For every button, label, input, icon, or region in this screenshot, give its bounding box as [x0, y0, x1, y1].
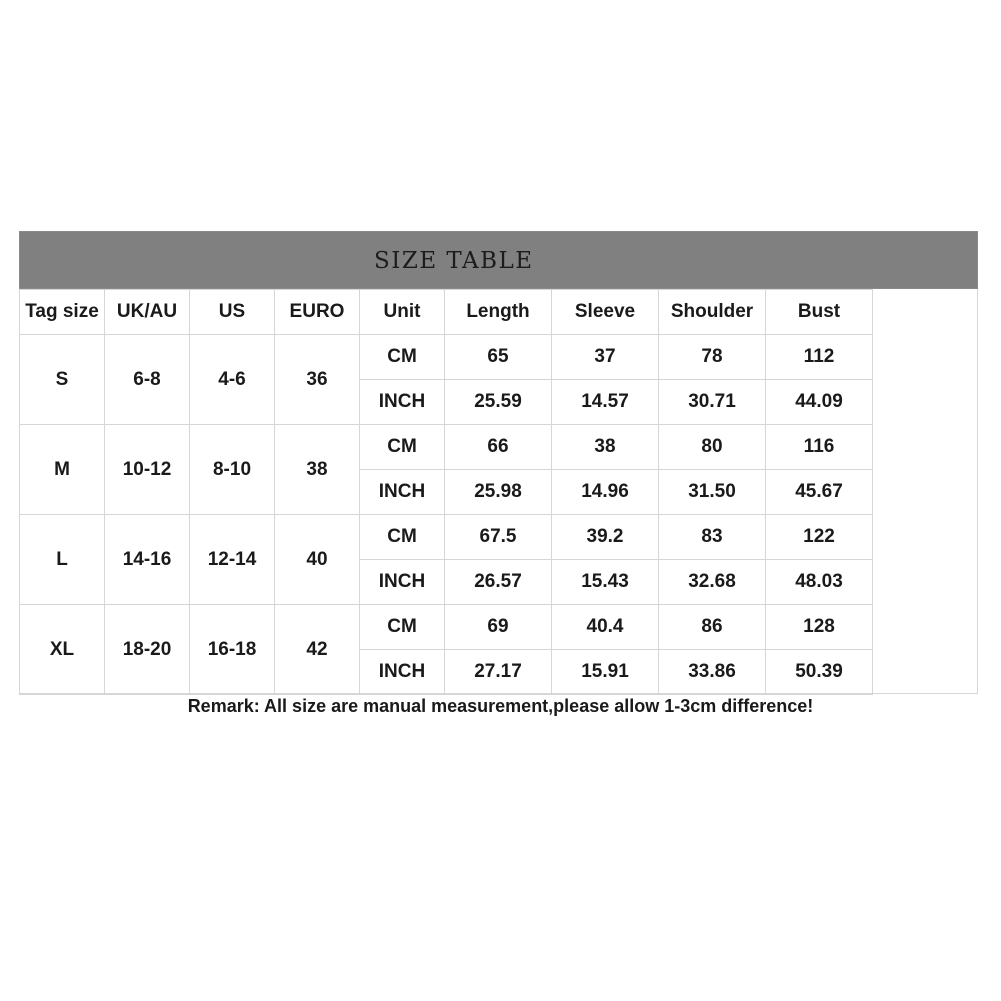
header-shoulder: Shoulder [659, 290, 766, 335]
euro-cell: 40 [275, 515, 360, 605]
sleeve-cell: 39.2 [552, 515, 659, 560]
length-cell: 25.98 [445, 470, 552, 515]
header-bust: Bust [766, 290, 873, 335]
unit-cell: CM [360, 605, 445, 650]
length-cell: 26.57 [445, 560, 552, 605]
unit-cell: INCH [360, 560, 445, 605]
shoulder-cell: 33.86 [659, 650, 766, 695]
shoulder-cell: 32.68 [659, 560, 766, 605]
tag-size-cell: S [20, 335, 105, 425]
sleeve-cell: 15.43 [552, 560, 659, 605]
size-chart [19, 231, 978, 716]
bust-cell: 44.09 [766, 380, 873, 425]
table-title: SIZE TABLE [19, 231, 978, 289]
us-cell: 4-6 [190, 335, 275, 425]
remark-note: Remark: All size are manual measurement,please allow 1-3cm difference! [187, 696, 814, 716]
euro-cell: 42 [275, 605, 360, 695]
header-sleeve: Sleeve [552, 290, 659, 335]
sleeve-cell: 40.4 [552, 605, 659, 650]
unit-cell: INCH [360, 650, 445, 695]
sleeve-cell: 37 [552, 335, 659, 380]
header-euro: EURO [275, 290, 360, 335]
bust-cell: 128 [766, 605, 873, 650]
length-cell: 66 [445, 425, 552, 470]
uk-au-cell: 10-12 [105, 425, 190, 515]
length-cell: 67.5 [445, 515, 552, 560]
shoulder-cell: 80 [659, 425, 766, 470]
bust-cell: 45.67 [766, 470, 873, 515]
sleeve-cell: 14.96 [552, 470, 659, 515]
table-row [20, 335, 873, 380]
unit-cell: INCH [360, 380, 445, 425]
length-cell: 65 [445, 335, 552, 380]
shoulder-cell: 30.71 [659, 380, 766, 425]
header-row [20, 290, 873, 335]
table-row [20, 425, 873, 470]
unit-cell: CM [360, 425, 445, 470]
header-us: US [190, 290, 275, 335]
bust-cell: 116 [766, 425, 873, 470]
euro-cell: 38 [275, 425, 360, 515]
bust-cell: 48.03 [766, 560, 873, 605]
sleeve-cell: 38 [552, 425, 659, 470]
length-cell: 69 [445, 605, 552, 650]
sleeve-cell: 15.91 [552, 650, 659, 695]
bust-cell: 50.39 [766, 650, 873, 695]
tag-size-cell: XL [20, 605, 105, 695]
tag-size-cell: L [20, 515, 105, 605]
us-cell: 16-18 [190, 605, 275, 695]
uk-au-cell: 6-8 [105, 335, 190, 425]
shoulder-cell: 86 [659, 605, 766, 650]
unit-cell: CM [360, 515, 445, 560]
uk-au-cell: 18-20 [105, 605, 190, 695]
us-cell: 12-14 [190, 515, 275, 605]
sleeve-cell: 14.57 [552, 380, 659, 425]
unit-cell: CM [360, 335, 445, 380]
table-row [20, 515, 873, 560]
tag-size-cell: M [20, 425, 105, 515]
length-cell: 27.17 [445, 650, 552, 695]
size-table-frame [19, 289, 978, 694]
length-cell: 25.59 [445, 380, 552, 425]
shoulder-cell: 83 [659, 515, 766, 560]
unit-cell: INCH [360, 470, 445, 515]
header-tag-size: Tag size [20, 290, 105, 335]
bust-cell: 112 [766, 335, 873, 380]
header-length: Length [445, 290, 552, 335]
header-uk-au: UK/AU [105, 290, 190, 335]
shoulder-cell: 31.50 [659, 470, 766, 515]
bust-cell: 122 [766, 515, 873, 560]
table-row [20, 605, 873, 650]
size-table [19, 289, 873, 695]
us-cell: 8-10 [190, 425, 275, 515]
uk-au-cell: 14-16 [105, 515, 190, 605]
header-unit: Unit [360, 290, 445, 335]
euro-cell: 36 [275, 335, 360, 425]
shoulder-cell: 78 [659, 335, 766, 380]
